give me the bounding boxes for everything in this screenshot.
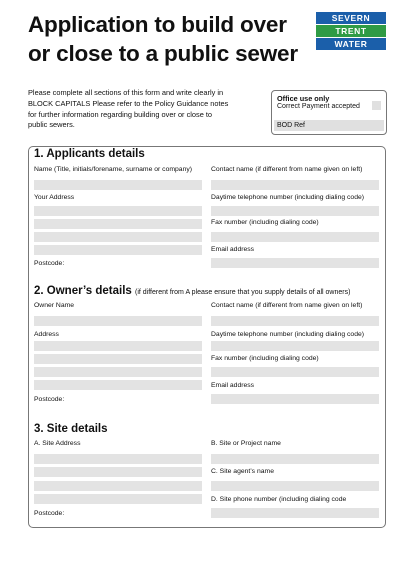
applicant-address-line-2[interactable]	[34, 219, 202, 229]
owner-fax-field[interactable]	[211, 367, 379, 377]
owner-contact-field[interactable]	[211, 316, 379, 326]
section2-heading: 2. Owner’s details (if different from A please ensure that you supply details of all owners)	[34, 285, 351, 297]
applicant-fax-field[interactable]	[211, 232, 379, 242]
owner-name-field[interactable]	[34, 316, 202, 326]
logo-word-water: WATER	[316, 38, 386, 50]
section3-heading: 3. Site details	[34, 423, 108, 435]
owner-name-label: Owner Name	[34, 302, 75, 309]
owner-fax-label: Fax number (including dialing code)	[211, 355, 319, 362]
payment-label: Correct Payment accepted	[277, 103, 360, 110]
owner-postcode-label: Postcode:	[34, 396, 65, 403]
site-name-label: B. Site or Project name	[211, 440, 281, 447]
site-phone-label: D. Site phone number (including dialing code	[211, 496, 347, 503]
applicant-name-field[interactable]	[34, 180, 202, 190]
site-name-field[interactable]	[211, 454, 379, 464]
site-phone-field[interactable]	[211, 508, 379, 518]
applicant-address-label: Your Address	[34, 194, 75, 201]
intro-text: Please complete all sections of this form and write clearly in BLOCK CAPITALS Please refer to the Policy Guidance notes for further information regarding building over or close to public sewers.	[28, 88, 229, 130]
site-address-line-4[interactable]	[34, 494, 202, 504]
owner-email-field[interactable]	[211, 394, 379, 404]
applicant-contact-field[interactable]	[211, 180, 379, 190]
applicant-email-field[interactable]	[211, 258, 379, 268]
owner-email-label: Email address	[211, 382, 255, 389]
section2-note: (if different from A please ensure that you supply details of all owners)	[135, 289, 351, 296]
site-address-line-2[interactable]	[34, 467, 202, 477]
applicant-contact-label: Contact name (if different from name given on left)	[211, 166, 363, 173]
owner-address-line-4[interactable]	[34, 380, 202, 390]
office-use-box	[271, 90, 387, 135]
owner-address-line-1[interactable]	[34, 341, 202, 351]
bod-ref-label: BOD Ref	[277, 122, 306, 129]
applicant-postcode-label: Postcode:	[34, 260, 65, 267]
owner-phone-label: Daytime telephone number (including dialing code)	[211, 331, 365, 338]
applicant-address-line-3[interactable]	[34, 232, 202, 242]
applicant-fax-label: Fax number (including dialing code)	[211, 219, 319, 226]
site-address-line-3[interactable]	[34, 481, 202, 491]
site-address-line-1[interactable]	[34, 454, 202, 464]
payment-checkbox[interactable]	[372, 101, 381, 110]
severn-trent-logo	[316, 12, 386, 51]
office-use-heading: Office use only	[277, 94, 330, 103]
site-agent-field[interactable]	[211, 481, 379, 491]
owner-phone-field[interactable]	[211, 341, 379, 351]
owner-address-line-3[interactable]	[34, 367, 202, 377]
owner-contact-label: Contact name (if different from name given on left)	[211, 302, 363, 309]
logo-word-severn: SEVERN	[316, 12, 386, 24]
site-postcode-label: Postcode:	[34, 510, 65, 517]
owner-address-label: Address	[34, 331, 59, 338]
site-address-label: A. Site Address	[34, 440, 81, 447]
owner-address-line-2[interactable]	[34, 354, 202, 364]
form-title: Application to build over or close to a public sewer	[28, 12, 298, 66]
applicant-name-label: Name (Title, initials/forename, surname or company)	[34, 166, 193, 173]
logo-word-trent: TRENT	[316, 25, 386, 37]
section1-heading: 1. Applicants details	[34, 148, 145, 160]
applicant-address-line-4[interactable]	[34, 245, 202, 255]
applicant-phone-field[interactable]	[211, 206, 379, 216]
applicant-email-label: Email address	[211, 246, 255, 253]
applicant-phone-label: Daytime telephone number (including dialing code)	[211, 194, 365, 201]
applicant-address-line-1[interactable]	[34, 206, 202, 216]
site-agent-label: C. Site agent’s name	[211, 468, 274, 475]
